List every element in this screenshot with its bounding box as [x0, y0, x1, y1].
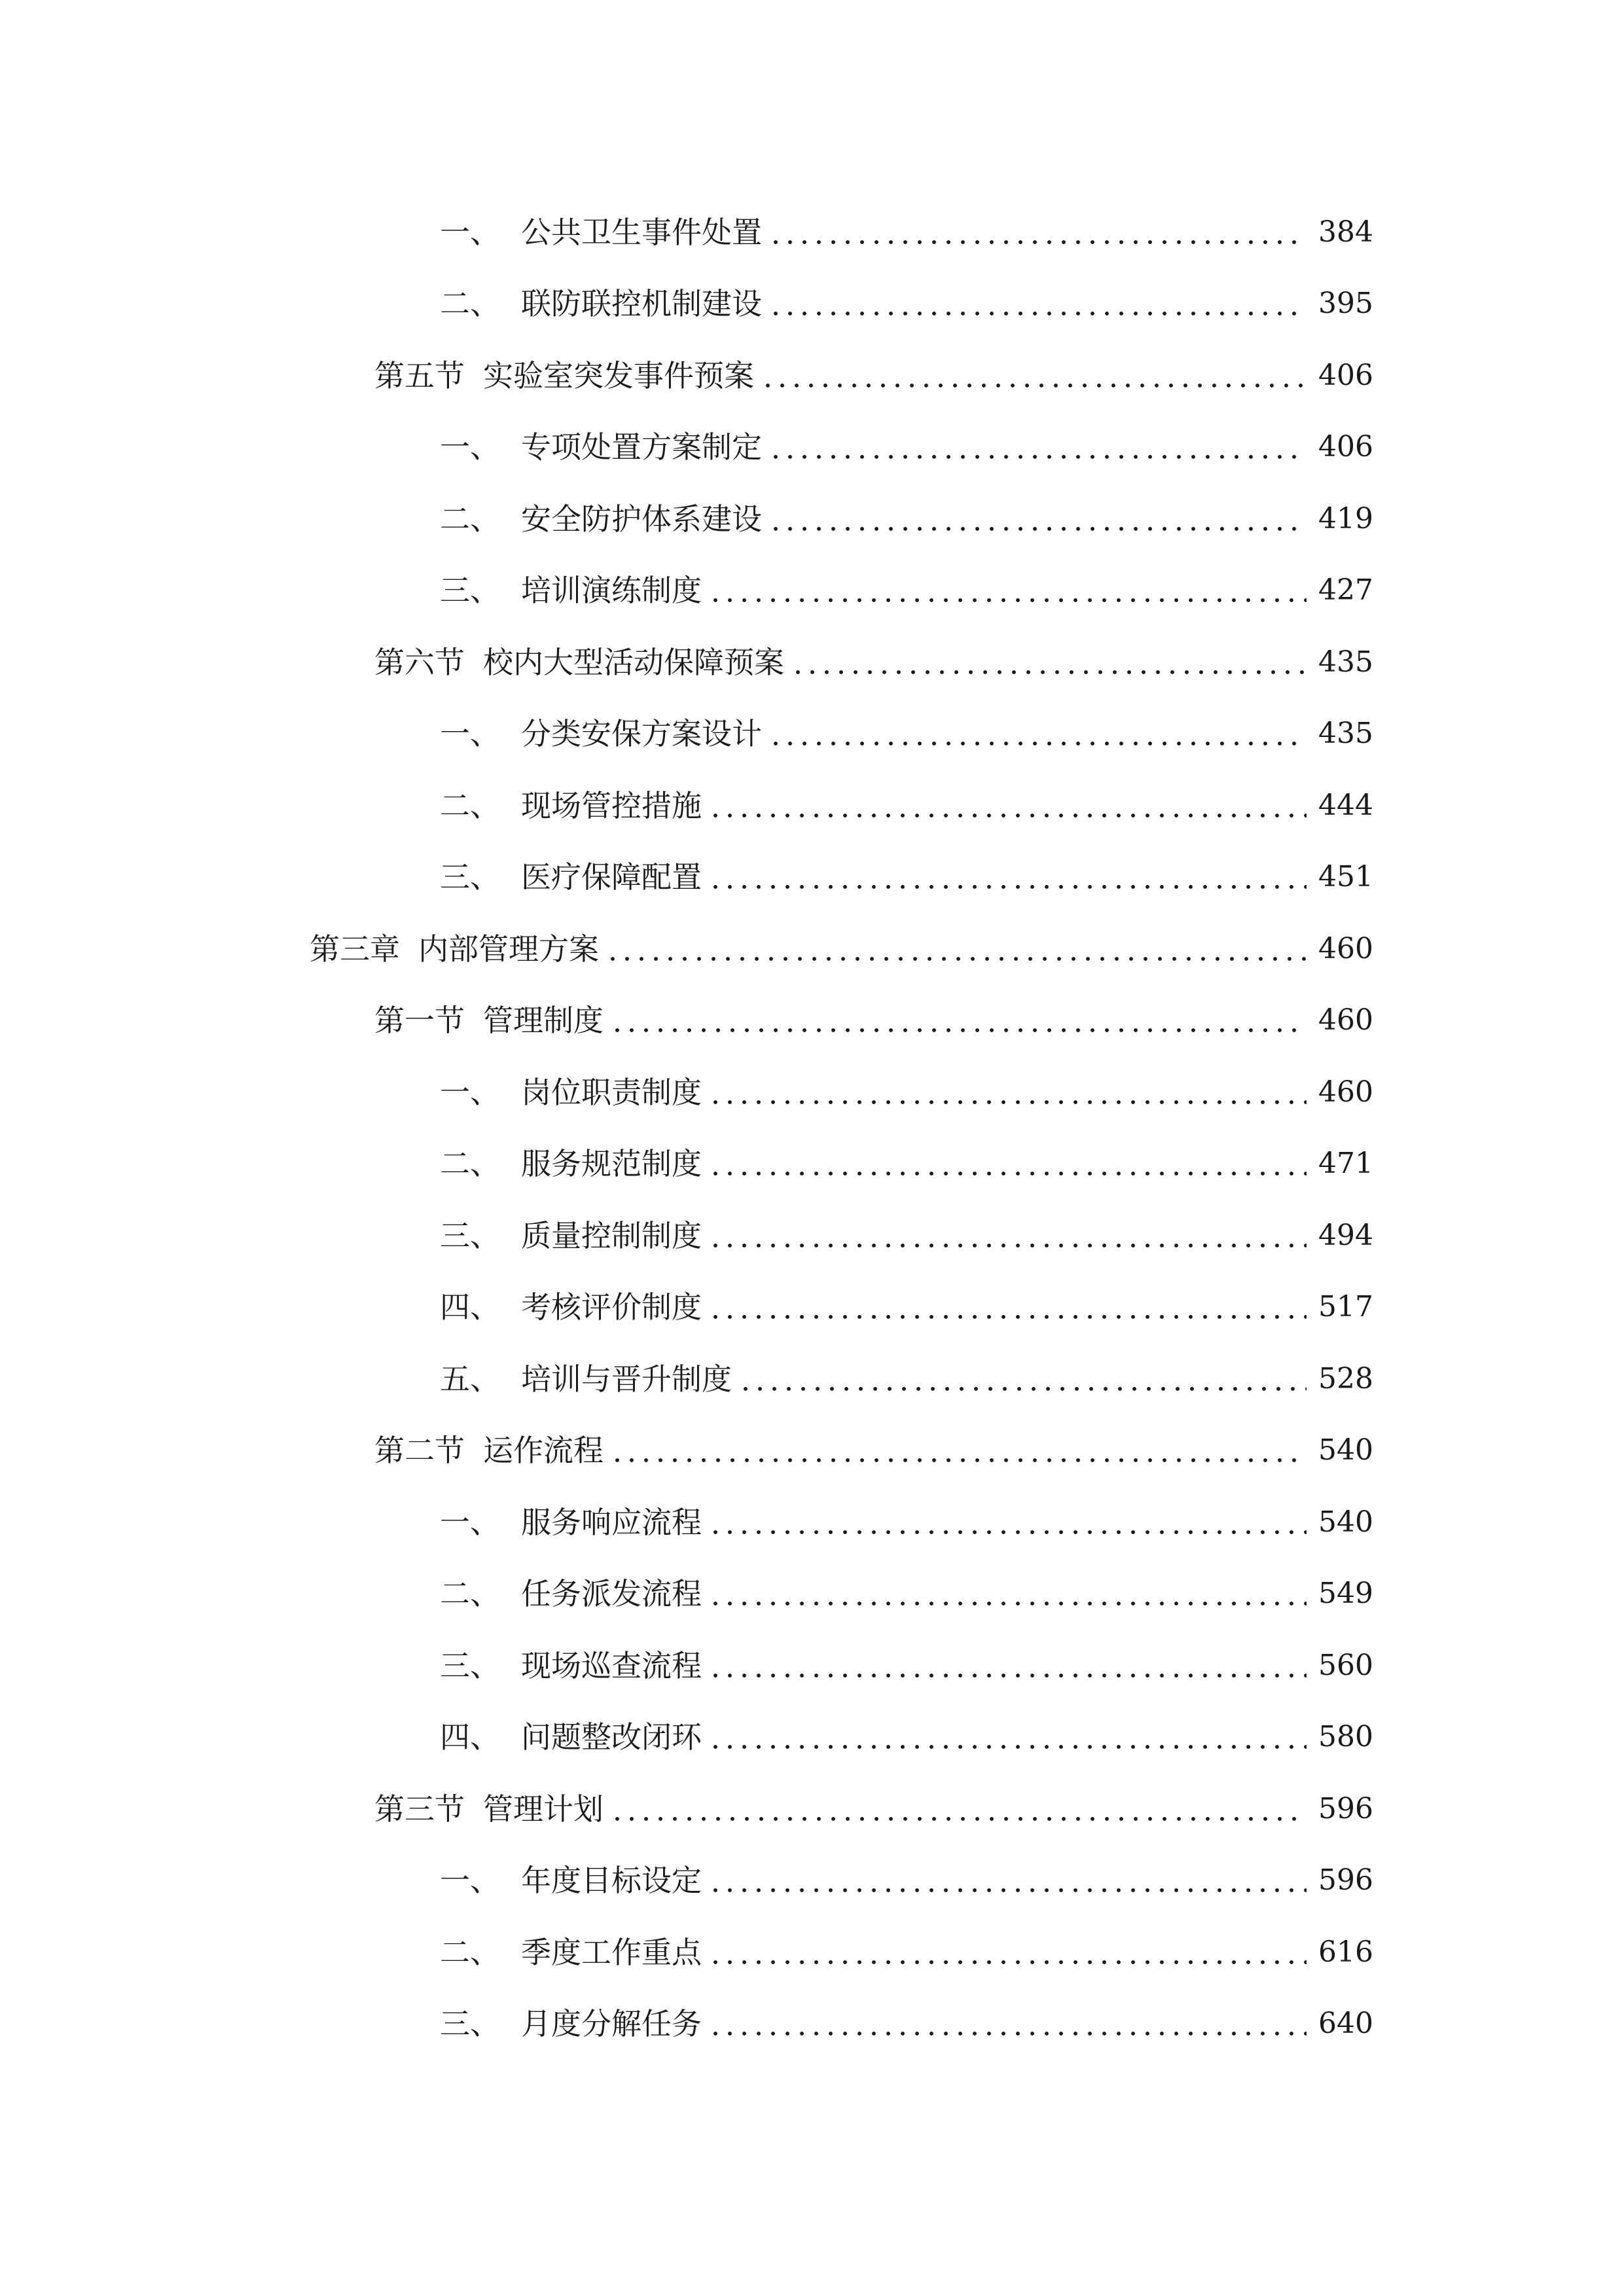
toc-entry-number: 一、 — [440, 716, 500, 752]
toc-entry-number: 二、 — [440, 787, 500, 823]
toc-entry[interactable] — [0, 842, 1624, 914]
toc-entry-number: 一、 — [440, 429, 500, 465]
toc-entry-page: 540 — [1318, 1433, 1373, 1467]
dot-leader — [708, 1937, 1307, 1967]
toc-entry-title: 月度分解任务 — [521, 2006, 702, 2042]
toc-entry[interactable] — [0, 340, 1624, 412]
toc-entry-page: 494 — [1318, 1218, 1373, 1252]
toc-entry-title: 现场巡查流程 — [521, 1647, 702, 1683]
toc-entry[interactable] — [0, 626, 1624, 698]
toc-entry-number: 第三节 — [374, 1791, 465, 1827]
toc-entry[interactable] — [0, 1773, 1624, 1845]
toc-entry-page: 460 — [1318, 1003, 1373, 1037]
toc-entry-page: 540 — [1318, 1505, 1373, 1539]
dot-leader — [708, 1221, 1307, 1251]
toc-entry[interactable] — [0, 770, 1624, 842]
toc-entry-page: 444 — [1318, 788, 1373, 822]
toc-entry-title: 现场管控措施 — [521, 787, 702, 823]
toc-entry[interactable] — [0, 1702, 1624, 1774]
toc-entry-number: 二、 — [440, 1934, 500, 1970]
dot-leader — [605, 934, 1307, 964]
toc-entry-page: 640 — [1318, 2007, 1373, 2041]
toc-entry-page: 435 — [1318, 717, 1373, 751]
dot-leader — [761, 361, 1307, 391]
toc-entry[interactable] — [0, 1343, 1624, 1415]
toc-entry[interactable] — [0, 1486, 1624, 1558]
toc-entry-title: 专项处置方案制定 — [521, 429, 762, 465]
toc-entry-title: 季度工作重点 — [521, 1934, 702, 1970]
toc-entry-page: 596 — [1318, 1863, 1373, 1897]
toc-entry-number: 第三章 — [310, 931, 400, 967]
toc-entry-number: 第二节 — [374, 1433, 465, 1469]
toc-entry[interactable] — [0, 1845, 1624, 1917]
dot-leader — [708, 1865, 1307, 1895]
toc-entry-number: 第一节 — [374, 1003, 465, 1039]
toc-entry-number: 第五节 — [374, 357, 465, 393]
dot-leader — [708, 2009, 1307, 2039]
toc-entry[interactable] — [0, 268, 1624, 340]
dot-leader — [708, 1077, 1307, 1107]
toc-entry-title: 内部管理方案 — [418, 931, 599, 967]
toc-entry[interactable] — [0, 1272, 1624, 1344]
toc-entry-number: 三、 — [440, 1647, 500, 1683]
toc-entry-title: 培训演练制度 — [521, 573, 702, 609]
toc-entry-title: 管理制度 — [483, 1003, 604, 1039]
dot-leader — [768, 432, 1307, 462]
toc-entry-number: 一、 — [440, 1863, 500, 1899]
toc-entry-number: 三、 — [440, 1217, 500, 1253]
toc-entry-number: 三、 — [440, 859, 500, 895]
toc-entry-page: 549 — [1318, 1577, 1373, 1611]
toc-entry-number: 一、 — [440, 1504, 500, 1540]
toc-entry-title: 问题整改闭环 — [521, 1719, 702, 1755]
toc-entry-title: 公共卫生事件处置 — [521, 214, 762, 250]
dot-leader — [708, 791, 1307, 821]
dot-leader — [708, 575, 1307, 605]
toc-entry-title: 管理计划 — [483, 1791, 604, 1827]
dot-leader — [768, 289, 1307, 319]
toc-entry[interactable] — [0, 1415, 1624, 1487]
toc-entry-title: 安全防护体系建设 — [521, 501, 762, 537]
toc-entry-number: 一、 — [440, 1074, 500, 1110]
toc-entry[interactable] — [0, 1916, 1624, 1988]
toc-entry-number: 五、 — [440, 1361, 500, 1397]
dot-leader — [708, 1722, 1307, 1752]
toc-entry[interactable] — [0, 196, 1624, 268]
toc-entry-title: 运作流程 — [483, 1433, 604, 1469]
toc-entry-page: 596 — [1318, 1791, 1373, 1825]
toc-entry-title: 服务响应流程 — [521, 1504, 702, 1540]
toc-entry-number: 二、 — [440, 1146, 500, 1182]
toc-entry-page: 451 — [1318, 860, 1373, 894]
toc-entry-number: 二、 — [440, 286, 500, 322]
dot-leader — [708, 1149, 1307, 1179]
toc-entry-number: 四、 — [440, 1719, 500, 1755]
toc-entry[interactable] — [0, 985, 1624, 1057]
toc-entry[interactable] — [0, 1988, 1624, 2060]
toc-entry-page: 406 — [1318, 430, 1373, 464]
toc-entry-title: 分类安保方案设计 — [521, 716, 762, 752]
toc-entry-page: 517 — [1318, 1290, 1373, 1324]
toc-entry-title: 培训与晋升制度 — [521, 1361, 732, 1397]
table-of-contents — [0, 196, 1624, 2060]
dot-leader — [708, 1579, 1307, 1609]
toc-entry[interactable] — [0, 412, 1624, 484]
toc-entry-page: 427 — [1318, 573, 1373, 607]
toc-entry-number: 四、 — [440, 1289, 500, 1325]
toc-entry[interactable] — [0, 1200, 1624, 1272]
toc-entry-number: 二、 — [440, 1576, 500, 1612]
toc-entry[interactable] — [0, 1558, 1624, 1630]
dot-leader — [791, 647, 1307, 677]
toc-entry-title: 联防联控机制建设 — [521, 286, 762, 322]
toc-entry-page: 460 — [1318, 1075, 1373, 1109]
toc-entry-title: 实验室突发事件预案 — [483, 357, 754, 393]
toc-entry[interactable] — [0, 1128, 1624, 1200]
toc-entry-title: 医疗保障配置 — [521, 859, 702, 895]
toc-entry-title: 任务派发流程 — [521, 1576, 702, 1612]
toc-entry-title: 校内大型活动保障预案 — [483, 644, 784, 680]
toc-entry-page: 560 — [1318, 1648, 1373, 1682]
toc-entry-page: 528 — [1318, 1361, 1373, 1395]
toc-entry-number: 三、 — [440, 573, 500, 609]
dot-leader — [610, 1005, 1307, 1035]
dot-leader — [708, 1292, 1307, 1322]
toc-entry-page: 435 — [1318, 645, 1373, 679]
toc-entry[interactable] — [0, 1630, 1624, 1702]
toc-entry-number: 一、 — [440, 214, 500, 250]
toc-entry[interactable] — [0, 1056, 1624, 1128]
toc-entry-number: 第六节 — [374, 644, 465, 680]
toc-entry-title: 年度目标设定 — [521, 1863, 702, 1899]
dot-leader — [708, 1651, 1307, 1681]
toc-entry-page: 460 — [1318, 931, 1373, 965]
toc-entry-number: 三、 — [440, 2006, 500, 2042]
toc-entry-title: 质量控制制度 — [521, 1217, 702, 1253]
toc-entry-page: 580 — [1318, 1720, 1373, 1754]
toc-entry-page: 395 — [1318, 287, 1373, 321]
dot-leader — [768, 504, 1307, 534]
dot-leader — [708, 1507, 1307, 1537]
toc-entry-title: 考核评价制度 — [521, 1289, 702, 1325]
toc-entry-page: 419 — [1318, 501, 1373, 535]
toc-entry[interactable] — [0, 483, 1624, 555]
dot-leader — [768, 719, 1307, 749]
dot-leader — [610, 1435, 1307, 1465]
dot-leader — [610, 1794, 1307, 1824]
toc-entry-number: 二、 — [440, 501, 500, 537]
toc-entry[interactable] — [0, 555, 1624, 627]
toc-entry-page: 406 — [1318, 358, 1373, 392]
toc-entry-title: 服务规范制度 — [521, 1146, 702, 1182]
dot-leader — [768, 217, 1307, 247]
toc-entry-page: 384 — [1318, 215, 1373, 249]
toc-entry-page: 616 — [1318, 1935, 1373, 1969]
toc-entry-page: 471 — [1318, 1147, 1373, 1181]
toc-entry-title: 岗位职责制度 — [521, 1074, 702, 1110]
toc-entry[interactable] — [0, 913, 1624, 985]
dot-leader — [738, 1364, 1307, 1394]
toc-entry[interactable] — [0, 698, 1624, 770]
dot-leader — [708, 862, 1307, 892]
